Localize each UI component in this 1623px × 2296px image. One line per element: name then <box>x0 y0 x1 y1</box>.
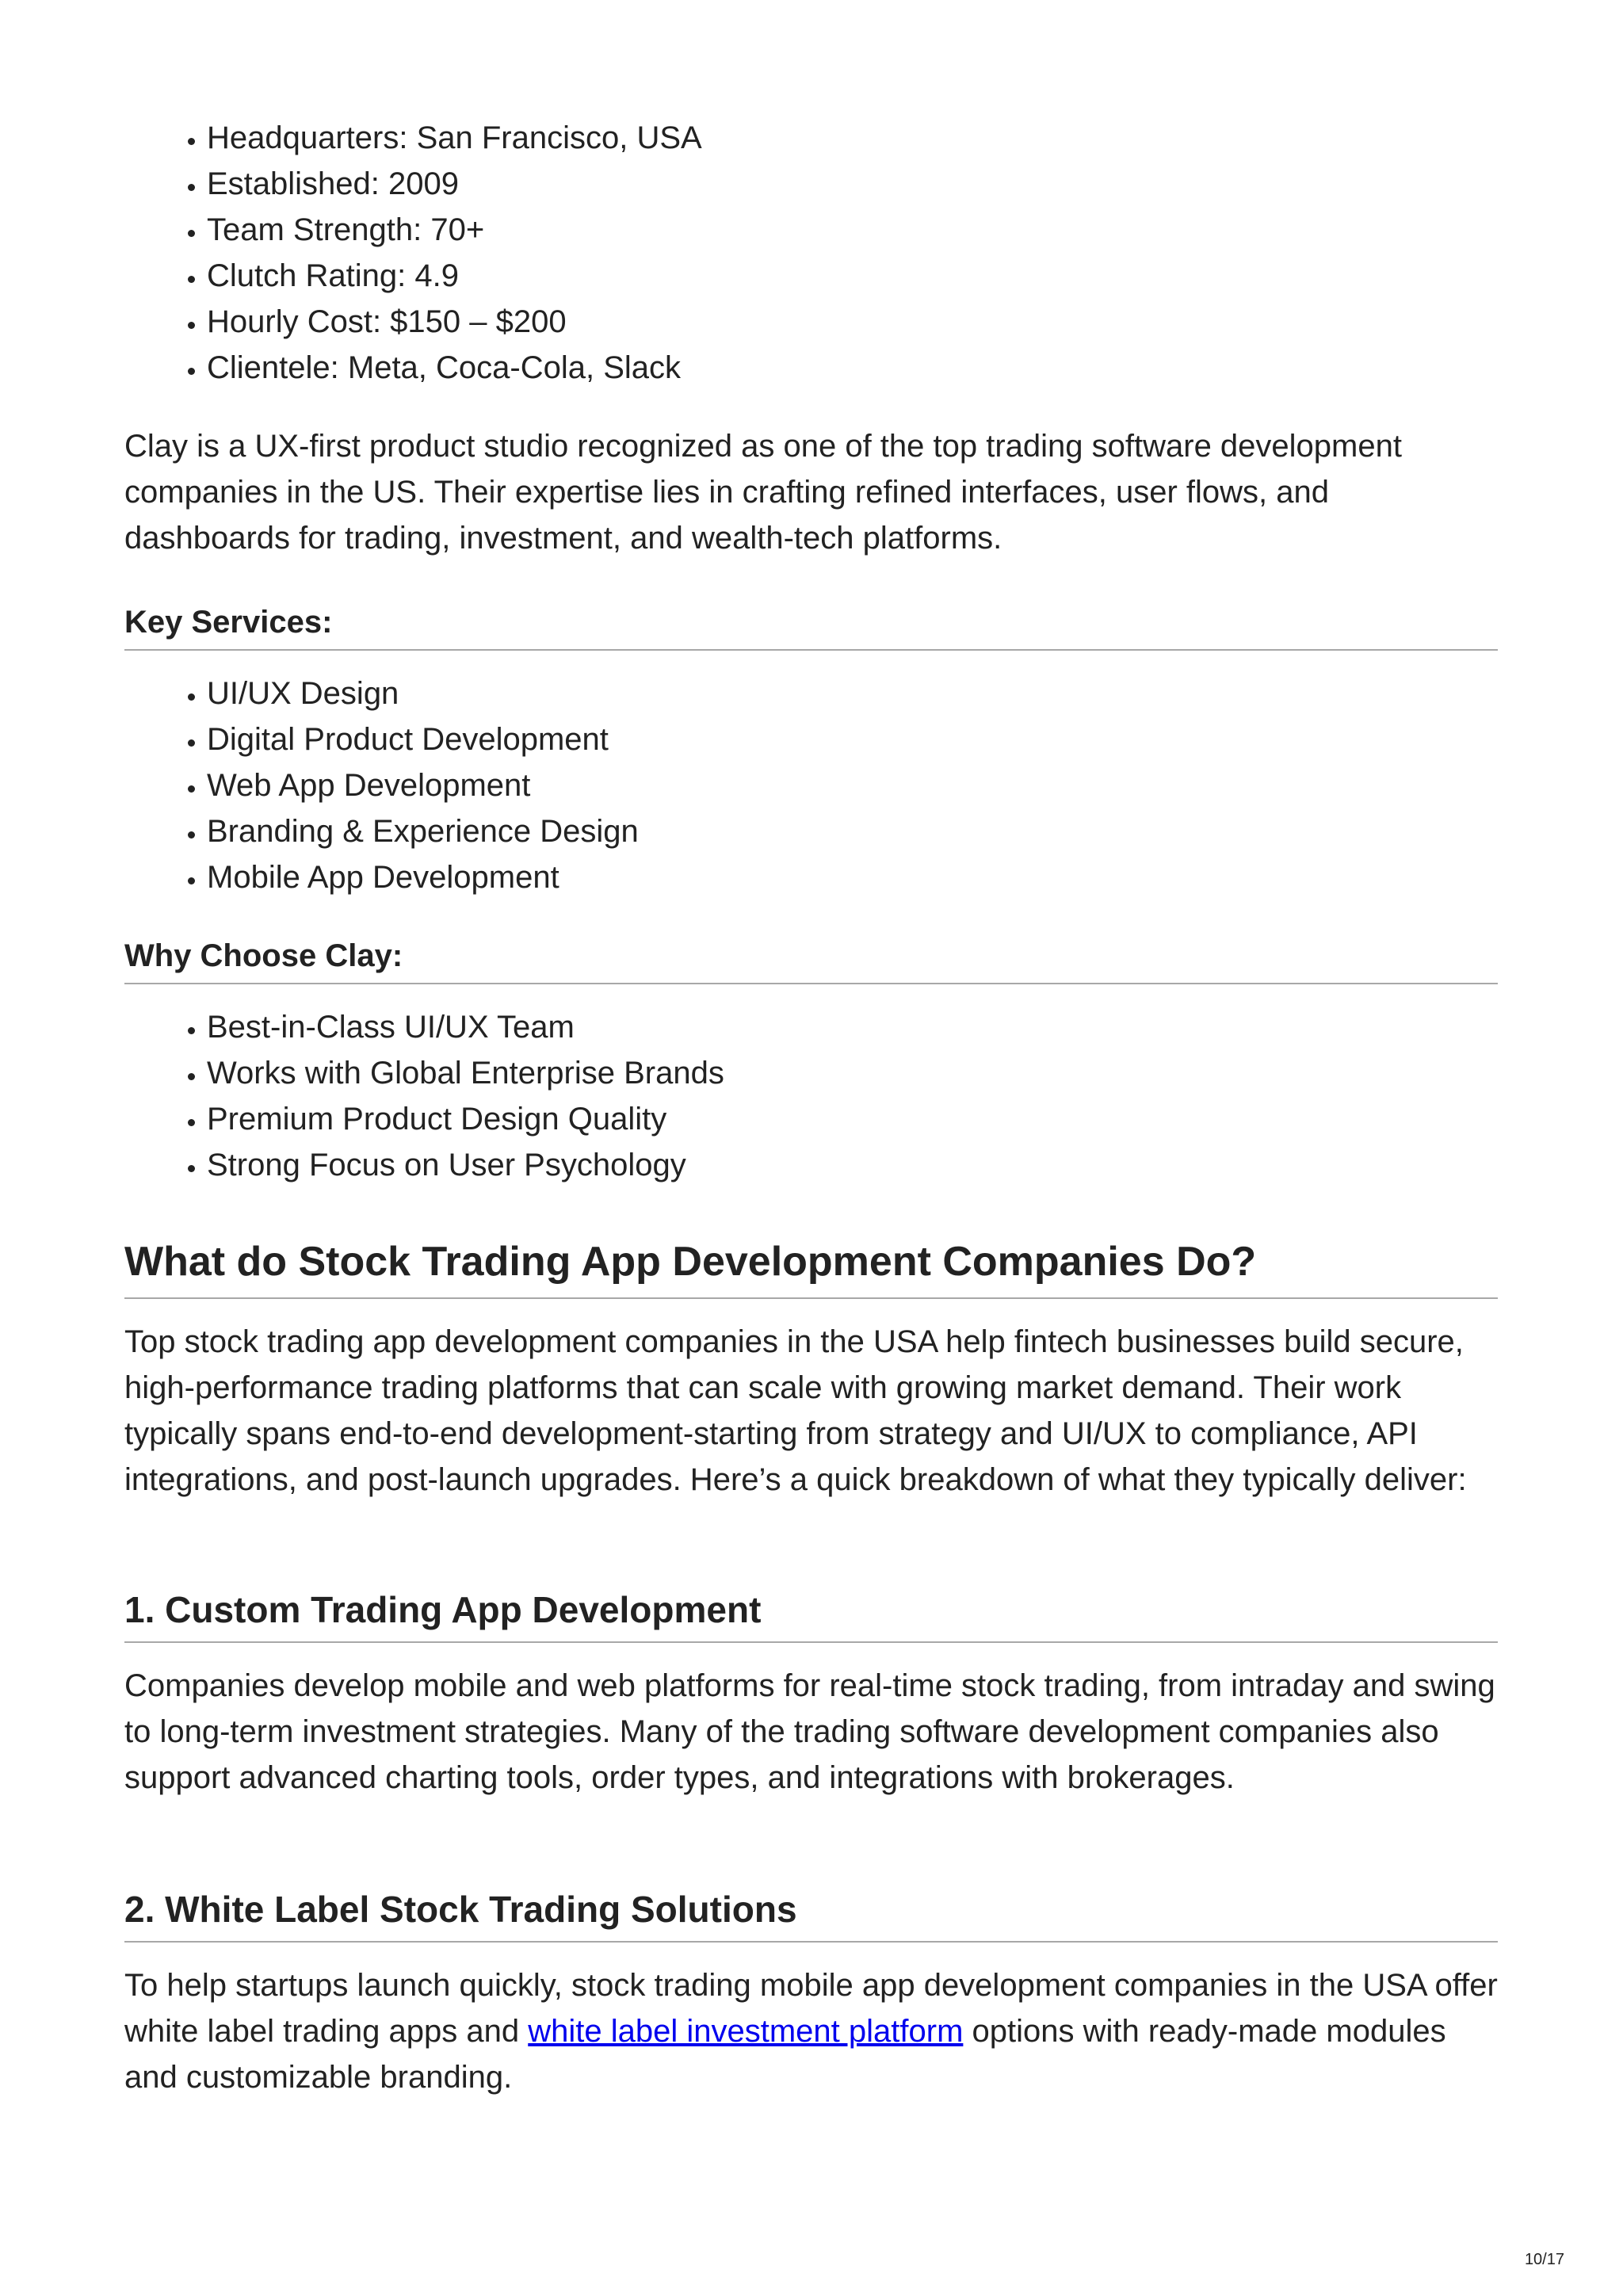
list-item: • Premium Product Design Quality <box>207 1096 1580 1142</box>
white-label-investment-platform-link[interactable]: white label investment platform <box>528 2014 964 2049</box>
company-details-list <box>124 115 1580 391</box>
paragraph-text: To help startups launch quickly, stock trading mobile app development companies in the USA offer white label trading apps and <box>124 1968 1498 2049</box>
sub1-heading: 1. Custom Trading App Development <box>124 1586 1498 1643</box>
sub2-heading: 2. White Label Stock Trading Solutions <box>124 1885 1498 1943</box>
paragraph-text: options with ready-made modules and customizable branding. <box>124 2014 1446 2095</box>
list-item: • Mobile App Development <box>207 854 1580 900</box>
why-choose-list <box>124 1004 1580 1188</box>
list-item: • Hourly Cost: $150 – $200 <box>207 299 1580 345</box>
intro-paragraph: Clay is a UX-first product studio recognized as one of the top trading software development companies in the US. Their expertise lies in crafting refined interfaces, user flows, and dashboards for trading, investment, and wealth-tech platforms. <box>124 429 1402 556</box>
list-item: • Headquarters: San Francisco, USA <box>207 115 1580 161</box>
key-services-list <box>124 670 1580 900</box>
list-item: • Clientele: Meta, Coca-Cola, Slack <box>207 345 1580 391</box>
list-item: • Clutch Rating: 4.9 <box>207 253 1580 299</box>
sub1-paragraph: Companies develop mobile and web platforms for real-time stock trading, from intraday and swing to long-term investment strategies. Many of the trading software development companies also support advanced charting tools, order types, and integrations with brokerages. <box>124 1668 1495 1795</box>
why-choose-heading: Why Choose Clay: <box>124 934 1498 984</box>
page-number: 10/17 <box>1524 2251 1564 2268</box>
list-item: • Team Strength: 70+ <box>207 207 1580 253</box>
list-item: • Strong Focus on User Psychology <box>207 1142 1580 1188</box>
list-item: • Works with Global Enterprise Brands <box>207 1050 1580 1096</box>
sub2-paragraph <box>124 1962 1498 2100</box>
list-item: • UI/UX Design <box>207 670 1580 716</box>
section-heading: What do Stock Trading App Development Companies Do? <box>124 1236 1498 1299</box>
key-services-heading: Key Services: <box>124 600 1498 651</box>
section-paragraph: Top stock trading app development companies in the USA help fintech businesses build secure, high-performance trading platforms that can scale with growing market demand. Their work typically spans end-to-end development-starting from strategy and UI/UX to compliance, API integrations, and post-launch upgrades. Here’s a quick breakdown of what they typically deliver: <box>124 1324 1467 1497</box>
list-item: • Digital Product Development <box>207 716 1580 762</box>
list-item: • Established: 2009 <box>207 161 1580 207</box>
list-item: • Branding & Experience Design <box>207 808 1580 854</box>
list-item: • Web App Development <box>207 762 1580 808</box>
list-item: • Best-in-Class UI/UX Team <box>207 1004 1580 1050</box>
